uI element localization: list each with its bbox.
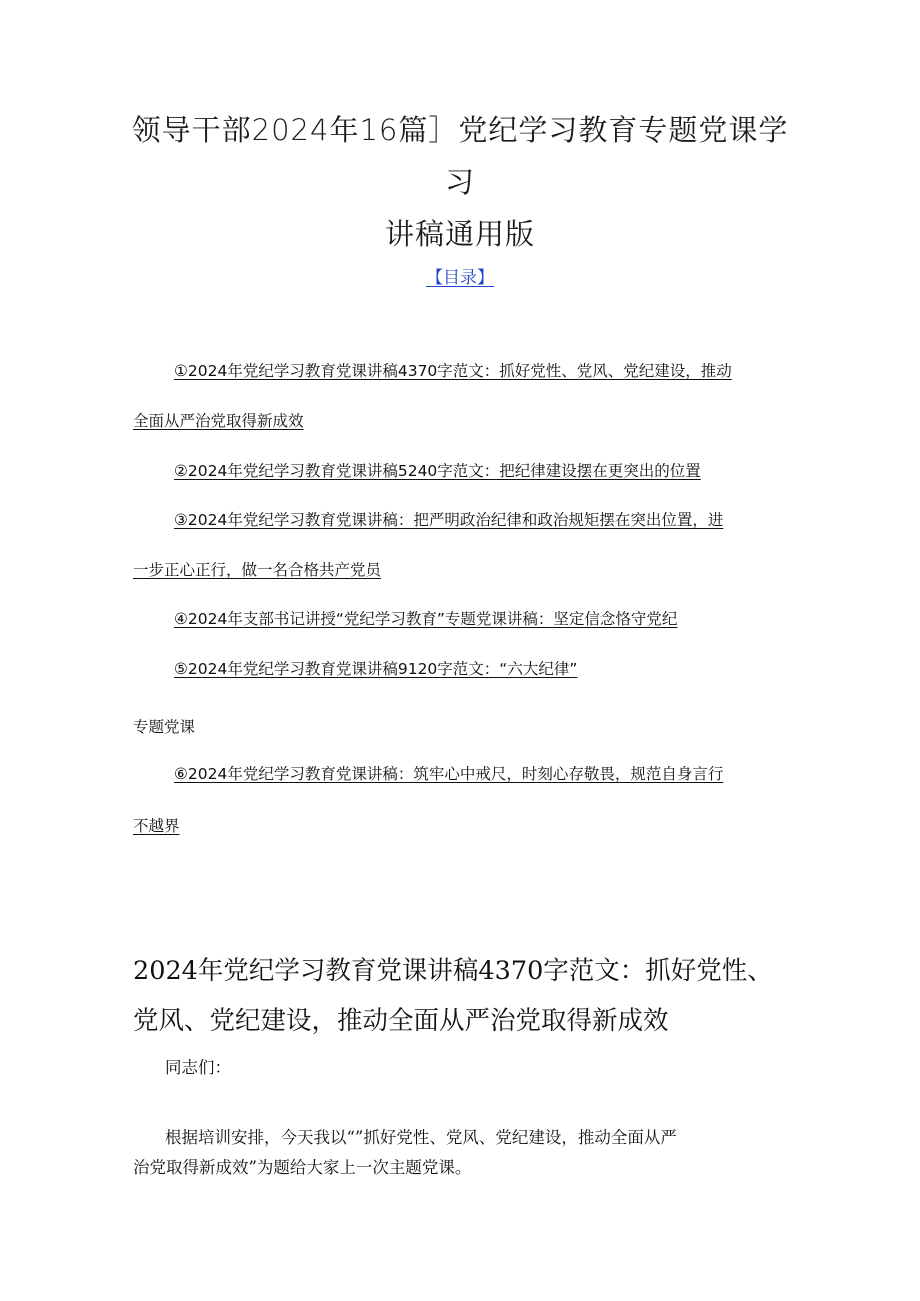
toc-heading[interactable] [0,266,920,290]
section-heading-line-1: 2024年党纪学习教育党课讲稿4370字范文：抓好党性、 [133,956,773,986]
document-title [120,104,800,260]
paragraph-1-line-1 [133,1123,813,1153]
paragraph-1-line-1-text: 根据培训安排，今天我以“”抓好党性、党风、党纪建设，推动全面从严 [165,1128,677,1147]
toc-heading-link[interactable]: 【目录】 [426,268,494,288]
document-title-line-1: 领导干部2024年16篇］党纪学习教育专题党课学习 [131,113,789,199]
toc-item-1[interactable]: ①2024年党纪学习教育党课讲稿4370字范文：抓好党性、党风、党纪建设，推动 [174,362,732,380]
toc-item-6-continued[interactable]: 不越界 [133,817,180,835]
toc-item-5-continued[interactable]: 专题党课 [133,718,196,736]
paragraph-1 [133,1123,813,1183]
paragraph-1-line-2: 治党取得新成效”为题给大家上一次主题党课。 [133,1158,472,1177]
section-heading-line-2: 党风、党纪建设，推动全面从严治党取得新成效 [133,1006,669,1036]
toc-item-1-continued[interactable]: 全面从严治党取得新成效 [133,412,304,430]
toc-item-5[interactable]: ⑤2024年党纪学习教育党课讲稿9120字范文：“六大纪律” [174,660,578,678]
toc-item-3[interactable]: ③2024年党纪学习教育党课讲稿：把严明政治纪律和政治规矩摆在突出位置，进 [174,511,724,529]
toc-item-4[interactable]: ④2024年支部书记讲授“党纪学习教育”专题党课讲稿：坚定信念恪守党纪 [174,610,678,628]
toc-item-6[interactable]: ⑥2024年党纪学习教育党课讲稿：筑牢心中戒尺，时刻心存敬畏，规范自身言行 [174,765,724,783]
greeting [133,1053,813,1083]
greeting-text: 同志们： [165,1058,231,1077]
toc-item-3-continued[interactable]: 一步正心正行，做一名合格共产党员 [133,561,382,579]
document-title-line-2: 讲稿通用版 [384,217,535,251]
toc-item-2[interactable]: ②2024年党纪学习教育党课讲稿5240字范文：把纪律建设摆在更突出的位置 [174,462,701,480]
section-heading [133,946,813,1046]
